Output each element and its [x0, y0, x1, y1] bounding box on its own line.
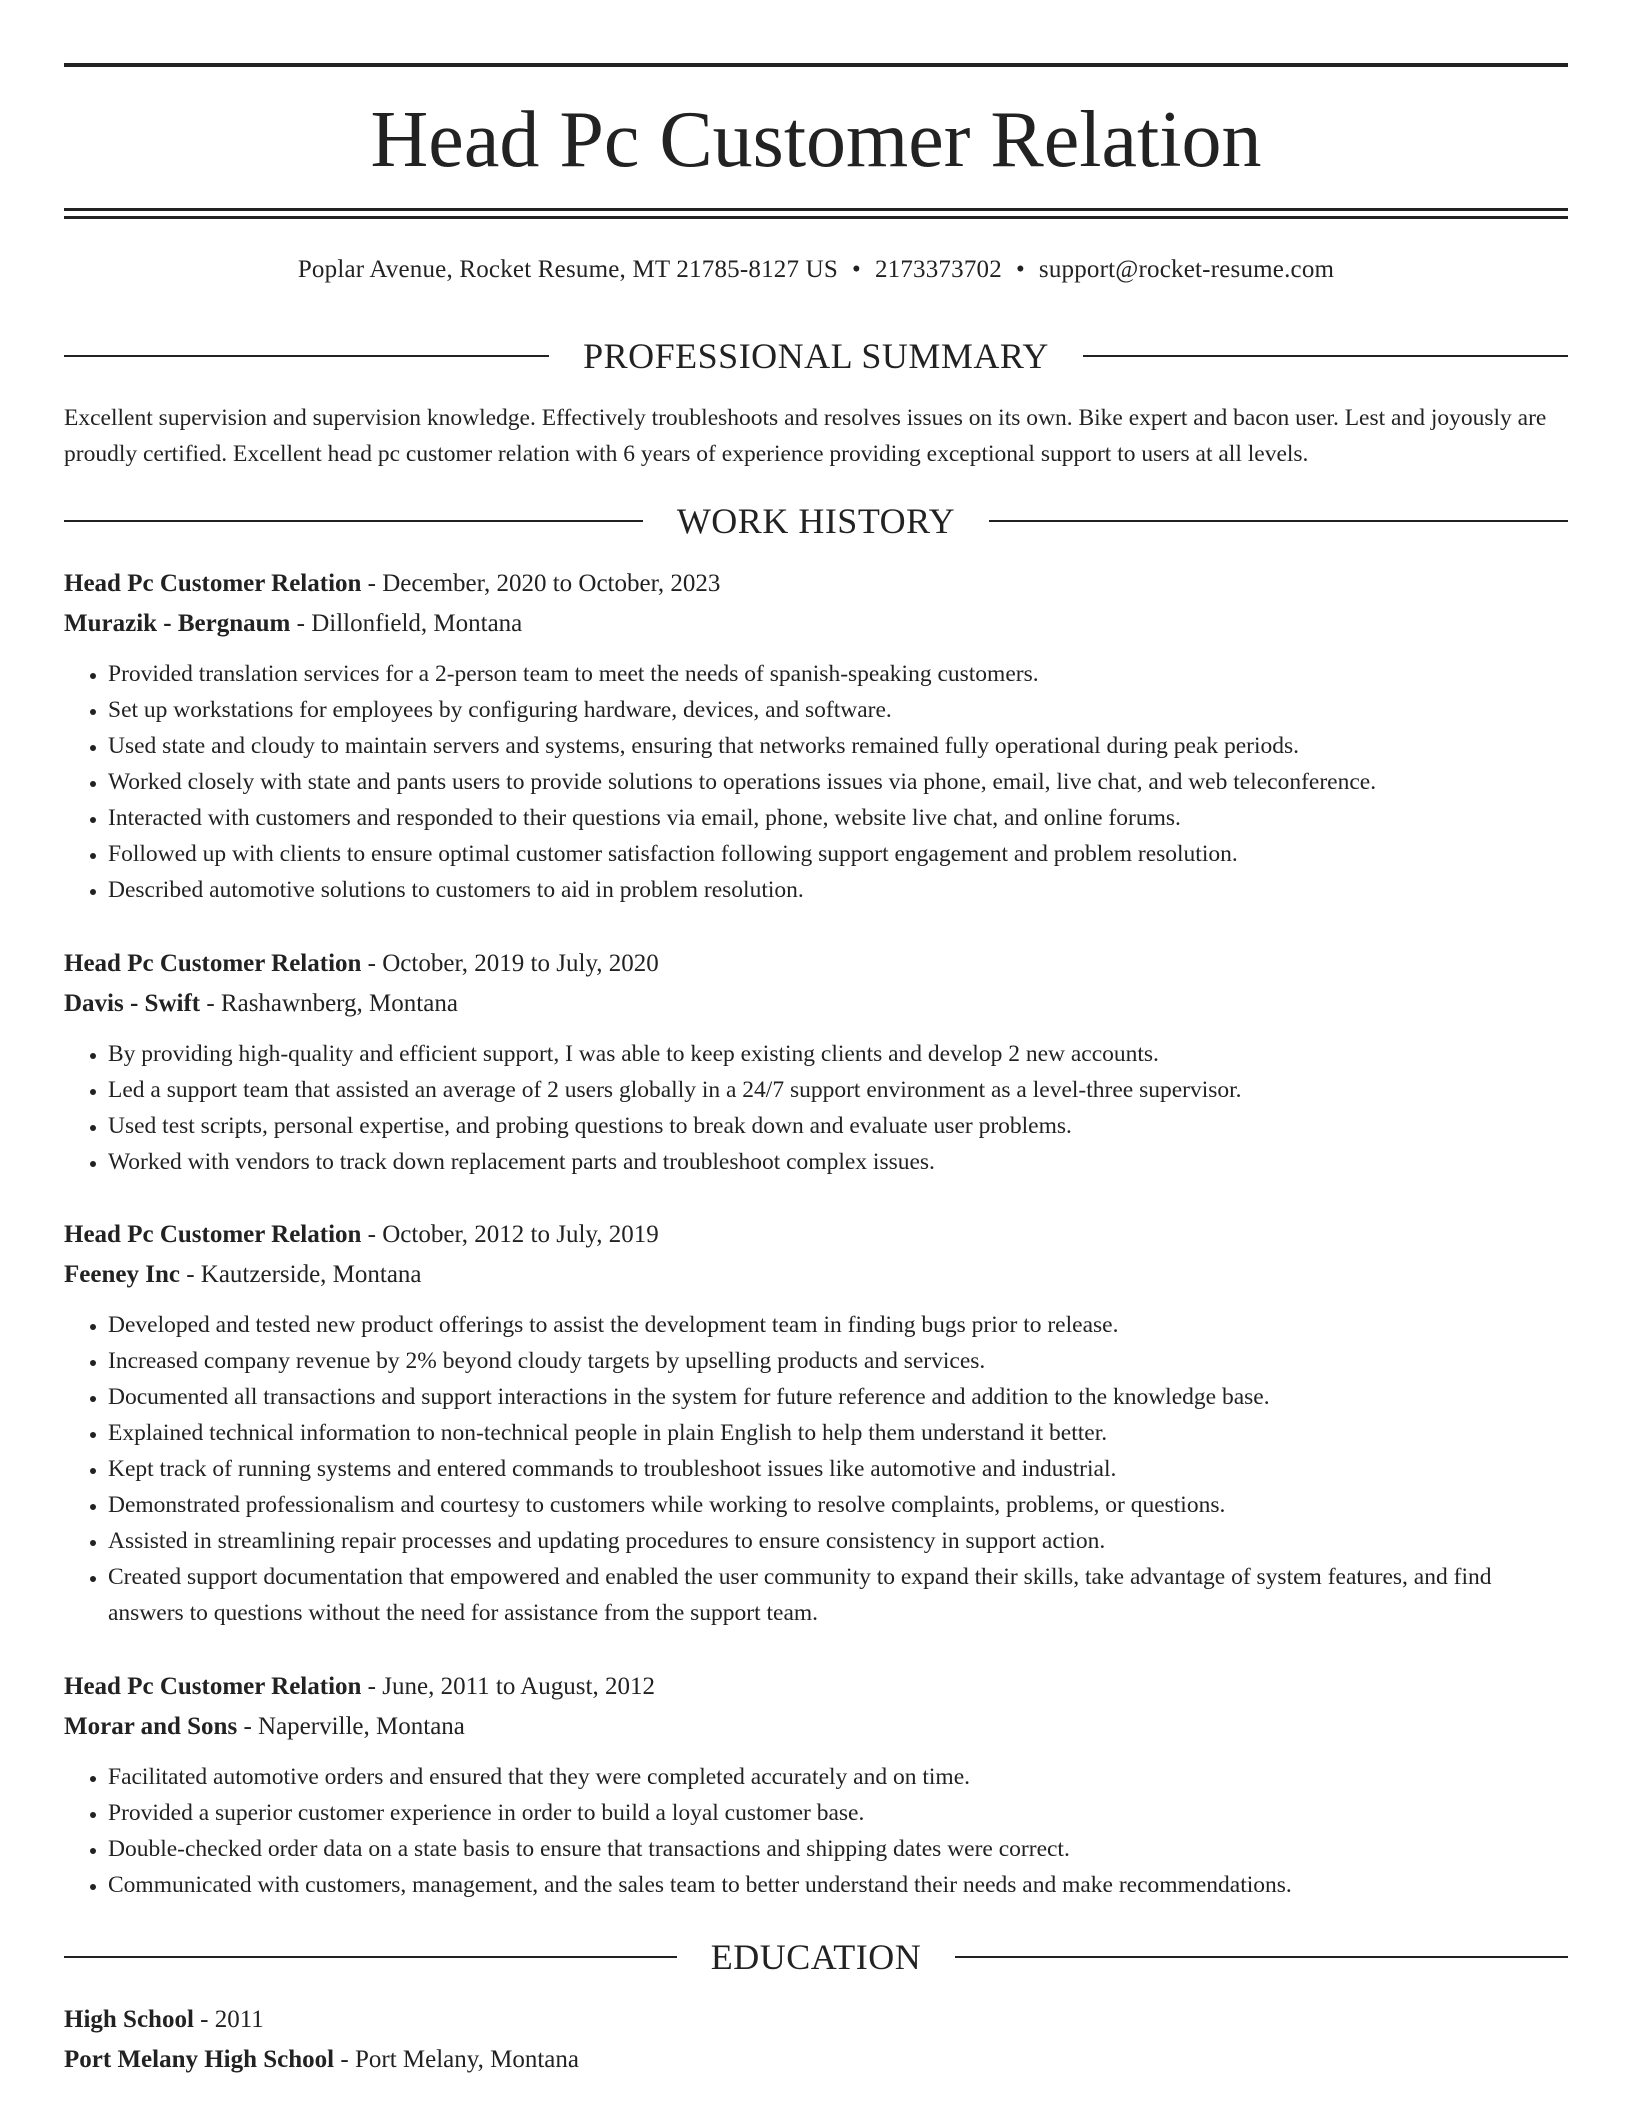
job-bullet: • Provided translation services for a 2-person team to meet the needs of spanish-speaking customers. [108, 656, 1568, 692]
job-company: Murazik - Bergnaum [64, 610, 291, 637]
job-bullet: • Described automotive solutions to customers to aid in problem resolution. [108, 872, 1568, 908]
job-bullet: • Worked closely with state and pants users to provide solutions to operations issues via phone, email, live chat, and web teleconference. [108, 764, 1568, 800]
header-double-rule-bottom [64, 216, 1568, 219]
job-company: Feeney Inc [64, 1261, 180, 1288]
job-title: Head Pc Customer Relation [64, 570, 362, 597]
job-title: Head Pc Customer Relation [64, 1221, 362, 1248]
heading-rule-left [64, 1956, 677, 1958]
education-year: - 2011 [193, 2006, 264, 2033]
job-location: - Rashawnberg, Montana [200, 990, 458, 1017]
job-bullets [64, 1307, 1568, 1631]
job-bullet: • Kept track of running systems and entered commands to troubleshoot issues like automotive and industrial. [108, 1451, 1568, 1487]
job-bullet: • Set up workstations for employees by configuring hardware, devices, and software. [108, 692, 1568, 728]
job-entry [64, 1667, 1568, 1903]
job-bullet: • Double-checked order data on a state basis to ensure that transactions and shipping dates were correct. [108, 1831, 1568, 1867]
job-bullet: • Assisted in streamlining repair processes and updating procedures to ensure consistency in support action. [108, 1523, 1568, 1559]
job-company-line [64, 984, 1568, 1024]
header-top-rule [64, 63, 1568, 67]
job-company-line [64, 1707, 1568, 1747]
job-bullet: • Facilitated automotive orders and ensured that they were completed accurately and on time. [108, 1759, 1568, 1795]
heading-rule-left [64, 355, 549, 357]
job-company-line [64, 604, 1568, 644]
contact-email: support@rocket-resume.com [1038, 256, 1335, 283]
heading-rule-left [64, 520, 643, 522]
header-double-rule-top [64, 208, 1568, 211]
job-dates: - June, 2011 to August, 2012 [361, 1673, 655, 1700]
heading-rule-right [989, 520, 1568, 522]
job-bullet: • Used test scripts, personal expertise, and probing questions to break down and evaluate user problems. [108, 1108, 1568, 1144]
job-bullets [64, 1759, 1568, 1903]
heading-rule-right [1083, 355, 1568, 357]
job-title-line [64, 564, 1568, 604]
job-entry [64, 944, 1568, 1180]
education-location: - Port Melany, Montana [334, 2046, 580, 2073]
job-location: - Kautzerside, Montana [179, 1261, 422, 1288]
contact-separator: • [1015, 256, 1025, 283]
job-bullet: • Used state and cloudy to maintain servers and systems, ensuring that networks remained fully operational during peak periods. [108, 728, 1568, 764]
education-school-line [64, 2040, 1568, 2080]
job-dates: - December, 2020 to October, 2023 [361, 570, 721, 597]
heading-rule-right [955, 1956, 1568, 1958]
job-bullet: • Documented all transactions and support interactions in the system for future reference and addition to the knowledge base. [108, 1379, 1568, 1415]
education-school: Port Melany High School [64, 2046, 335, 2073]
contact-separator: • [851, 256, 861, 283]
job-bullet: • Interacted with customers and responded to their questions via email, phone, website live chat, and online forums. [108, 800, 1568, 836]
contact-phone: 2173373702 [874, 256, 1002, 283]
job-bullet: • Followed up with clients to ensure optimal customer satisfaction following support engagement and problem resolution. [108, 836, 1568, 872]
job-location: - Naperville, Montana [237, 1713, 465, 1740]
education-degree: High School [64, 2006, 194, 2033]
education-heading: EDUCATION [710, 1937, 922, 1977]
job-bullet: • Demonstrated professionalism and courtesy to customers while working to resolve complaints, problems, or questions. [108, 1487, 1568, 1523]
contact-line [64, 252, 1568, 288]
summary-heading: PROFESSIONAL SUMMARY [583, 336, 1049, 376]
job-title-line [64, 1215, 1568, 1255]
job-title: Head Pc Customer Relation [64, 950, 362, 977]
job-dates: - October, 2012 to July, 2019 [361, 1221, 659, 1248]
job-company: Davis - Swift [64, 990, 201, 1017]
job-location: - Dillonfield, Montana [290, 610, 523, 637]
education-entry [64, 2000, 1568, 2080]
summary-text: Excellent supervision and supervision knowledge. Effectively troubleshoots and resolves issues on its own. Bike expert and bacon user. Lest and joyously are proudly certified. Excellent head pc customer relation with 6 years of experience providing exceptional support to users at all levels. [64, 405, 1547, 467]
job-bullets [64, 1036, 1568, 1180]
work-heading: WORK HISTORY [676, 501, 956, 541]
job-bullets [64, 656, 1568, 908]
candidate-name: Head Pc Customer Relation [370, 96, 1262, 184]
education-section-heading [64, 1937, 1568, 1977]
job-bullet: • Created support documentation that empowered and enabled the user community to expand their skills, take advantage of system features, and find answers to questions without the need for assistance from the support team. [108, 1559, 1568, 1631]
job-dates: - October, 2019 to July, 2020 [361, 950, 659, 977]
job-entry [64, 1215, 1568, 1631]
summary-section-heading [64, 336, 1568, 376]
job-company: Morar and Sons [64, 1713, 238, 1740]
job-bullet: • Communicated with customers, management, and the sales team to better understand their needs and make recommendations. [108, 1867, 1568, 1903]
job-bullet: • Developed and tested new product offerings to assist the development team in finding bugs prior to release. [108, 1307, 1568, 1343]
education-degree-line [64, 2000, 1568, 2040]
job-bullet: • By providing high-quality and efficient support, I was able to keep existing clients and develop 2 new accounts. [108, 1036, 1568, 1072]
job-bullet: • Led a support team that assisted an average of 2 users globally in a 24/7 support environment as a level-three supervisor. [108, 1072, 1568, 1108]
job-title: Head Pc Customer Relation [64, 1673, 362, 1700]
job-bullet: • Increased company revenue by 2% beyond cloudy targets by upselling products and services. [108, 1343, 1568, 1379]
job-bullet: • Provided a superior customer experience in order to build a loyal customer base. [108, 1795, 1568, 1831]
contact-address: Poplar Avenue, Rocket Resume, MT 21785-8127 US [297, 256, 838, 283]
job-bullet: • Worked with vendors to track down replacement parts and troubleshoot complex issues. [108, 1144, 1568, 1180]
job-title-line [64, 1667, 1568, 1707]
job-bullet: • Explained technical information to non-technical people in plain English to help them understand it better. [108, 1415, 1568, 1451]
job-entry [64, 564, 1568, 908]
job-title-line [64, 944, 1568, 984]
job-company-line [64, 1255, 1568, 1295]
work-section-heading [64, 501, 1568, 541]
